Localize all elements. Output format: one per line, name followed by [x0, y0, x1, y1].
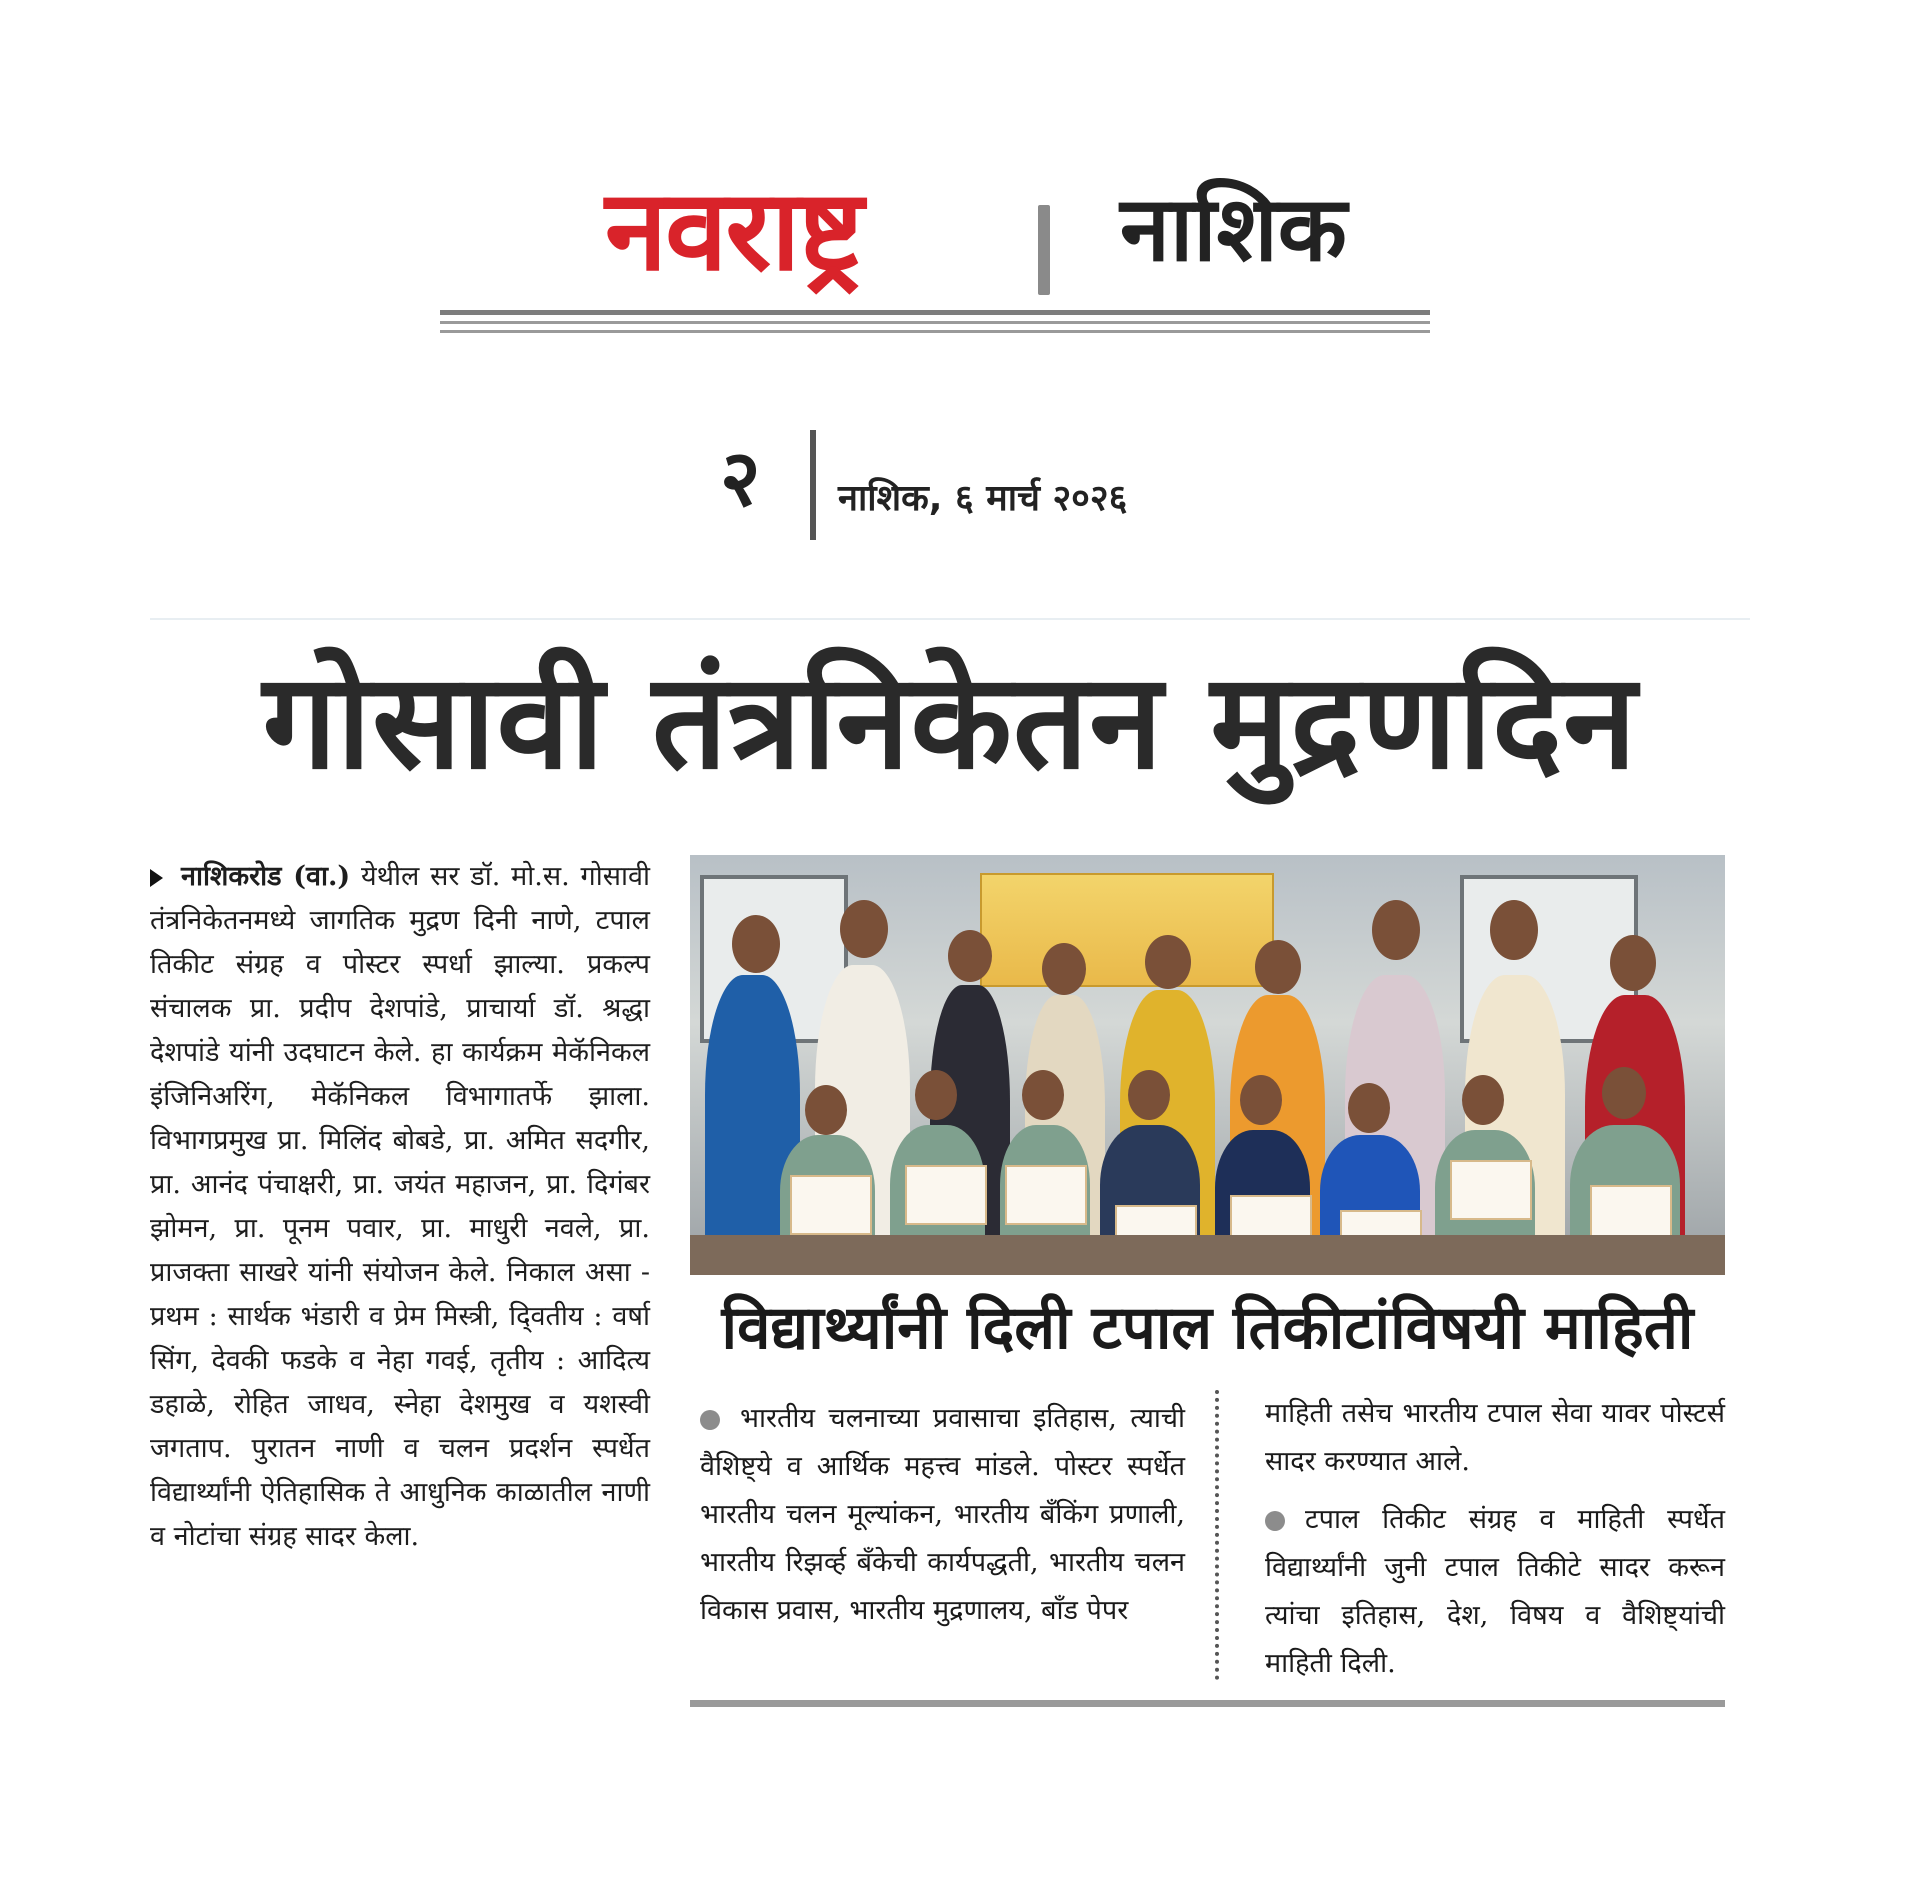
article-lead-text: येथील सर डॉ. मो.स. गोसावी तंत्रनिकेतनमध्ये जागतिक मुद्रण दिनी नाणे, टपाल तिकीट संग्रह व पोस्टर स्पर्धा झाल्या. प्रकल्प संचालक प्रा. प्रदीप देशपांडे, प्राचार्या डॉ. श्रद्धा देशपांडे यांनी उदघाटन केले. हा कार्यक्रम मेकॅनिकल इंजिनिअरिंग, मेकॅनिकल विभागातर्फे झाला. विभागप्रमुख प्रा. मिलिंद बोबडे, प्रा. अमित सदगीर, प्रा. आनंद पंचाक्षरी, प्रा. जयंत महाजन, प्रा. दिगंबर झोमन, प्रा. पूनम पवार, प्रा. माधुरी नवले, प्रा. प्राजक्ता साखरे यांनी संयोजन केले. निकाल असा - प्रथम : सार्थक भंडारी व प्रेम मिस्त्री, दि्वतीय : वर्षा सिंग, देवकी फडके व नेहा गवई, तृतीय : आदित्य डहाळे, रोहित जाधव, स्नेहा देशमुख व यशस्वी जगताप. पुरातन नाणी व चलन प्रदर्शन स्पर्धेत विद्यार्थ्यांनी ऐतिहासिक ते आधुनिक काळातील नाणी व नोटांचा संग्रह सादर केला. — [150, 861, 650, 1552]
dateline-place: नाशिकरोड (वा.) — [181, 861, 351, 892]
masthead-divider — [1038, 205, 1050, 295]
play-triangle-icon — [150, 869, 163, 887]
edition-city: नाशिक — [1120, 177, 1347, 282]
newspaper-logo: नवराष्ट्र — [605, 166, 862, 296]
photo-caption-headline: विद्यार्थ्यांनी दिली टपाल तिकीटांविषयी माहिती — [721, 1293, 1694, 1363]
dateline-divider — [810, 430, 816, 540]
bullet-icon — [1265, 1511, 1285, 1531]
page-number: २ — [720, 434, 761, 524]
article-body-middle — [700, 1395, 1185, 1635]
right-paragraph-2: टपाल तिकीट संग्रह व माहिती स्पर्धेत विद्यार्थ्यांनी जुनी टपाल तिकीटे सादर करून त्यांचा इतिहास, देश, विषय व वैशिष्ट्यांची माहिती दिली. — [1265, 1504, 1725, 1679]
event-group-photo — [690, 855, 1725, 1275]
right-paragraph-1: माहिती तसेच भारतीय टपाल सेवा यावर पोस्टर्स सादर करण्यात आले. — [1265, 1398, 1725, 1477]
masthead-rules — [440, 310, 1430, 339]
middle-paragraph: भारतीय चलनाच्या प्रवासाचा इतिहास, त्याची वैशिष्ट्ये व आर्थिक महत्त्व मांडले. पोस्टर स्पर्धेत भारतीय चलन मूल्यांकन, भारतीय बँकिंग प्रणाली, भारतीय रिझर्व्ह बँकेची कार्यपद्धती, भारतीय चलन विकास प्रवास, भारतीय मुद्रणालय, बाँड पेपर — [700, 1403, 1185, 1626]
article-body-right — [1265, 1390, 1725, 1688]
article-headline: गोसावी तंत्रनिकेतन मुद्रणदिन — [262, 645, 1638, 799]
column-divider — [1215, 1390, 1219, 1680]
bullet-icon — [700, 1410, 720, 1430]
photo-event-banner — [980, 873, 1274, 987]
article-top-rule — [150, 618, 1750, 620]
edition-date: नाशिक, ६ मार्च २०२६ — [838, 478, 1128, 519]
article-bottom-rule — [690, 1700, 1725, 1707]
dateline — [690, 430, 1290, 550]
article-body-left — [150, 855, 650, 1559]
